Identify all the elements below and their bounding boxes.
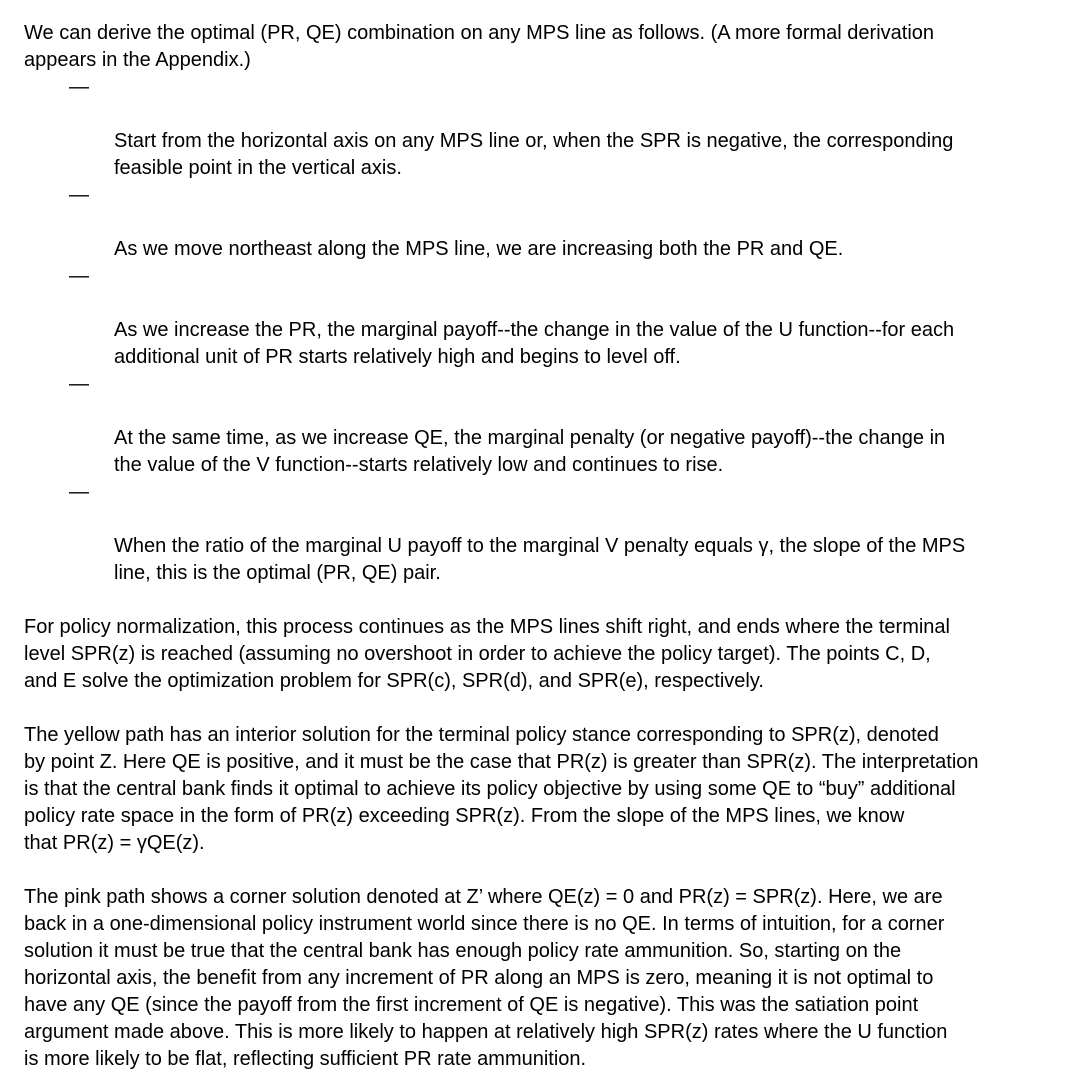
list-item: [24, 263, 1090, 371]
list-item-text: As we move northeast along the MPS line, we are increasing both the PR and QE.: [114, 238, 844, 260]
document-body: [24, 20, 1090, 1073]
derivation-steps-list: [24, 74, 1090, 587]
list-item-text: Start from the horizontal axis on any MPS line or, when the SPR is negative, the corresponding feasible point in the vertical axis.: [114, 130, 954, 179]
dash-bullet-icon: —: [69, 373, 89, 395]
paragraph-spacer: [24, 587, 1090, 614]
list-item: [24, 74, 1090, 182]
list-item: [24, 479, 1090, 587]
dash-bullet-icon: —: [69, 265, 89, 287]
dash-bullet-icon: —: [69, 184, 89, 206]
yellow-path-paragraph: The yellow path has an interior solution for the terminal policy stance corresponding to SPR(z), denoted by point Z. Here QE is positive, and it must be the case that PR(z) is greater than SPR(z). The interpretation is that the central bank finds it optimal to achieve its policy objective by using some QE to “buy” additional policy rate space in the form of PR(z) exceeding SPR(z). From the slope of the MPS lines, we know that PR(z) = γQE(z).: [24, 724, 979, 854]
dash-bullet-icon: —: [69, 76, 89, 98]
list-item: [24, 371, 1090, 479]
list-item: [24, 182, 1090, 263]
pink-path-paragraph: The pink path shows a corner solution denoted at Z’ where QE(z) = 0 and PR(z) = SPR(z). Here, we are back in a one-dimensional policy instrument world since there is no QE. In terms of intuition, for a corner solution it must be true that the central bank has enough policy rate ammunition. So, starting on the horizontal axis, the benefit from any increment of PR along an MPS is zero, meaning it is not optimal to have any QE (since the payoff from the first increment of QE is negative). This was the satiation point argument made above. This is more likely to happen at relatively high SPR(z) rates where the U function is more likely to be flat, reflecting sufficient PR rate ammunition.: [24, 886, 948, 1070]
paragraph-spacer: [24, 695, 1090, 722]
paragraph-spacer: [24, 857, 1090, 884]
intro-paragraph: We can derive the optimal (PR, QE) combination on any MPS line as follows. (A more formal derivation appears in the Appendix.): [24, 22, 935, 71]
list-item-text: At the same time, as we increase QE, the marginal penalty (or negative payoff)--the change in the value of the V function--starts relatively low and continues to rise.: [114, 427, 946, 476]
dash-bullet-icon: —: [69, 481, 89, 503]
list-item-text: When the ratio of the marginal U payoff to the marginal V penalty equals γ, the slope of the MPS line, this is the optimal (PR, QE) pair.: [114, 535, 966, 584]
policy-normalization-paragraph: For policy normalization, this process continues as the MPS lines shift right, and ends where the terminal level SPR(z) is reached (assuming no overshoot in order to achieve the policy target). The points C, D, and E solve the optimization problem for SPR(c), SPR(d), and SPR(e), respectively.: [24, 616, 950, 692]
list-item-text: As we increase the PR, the marginal payoff--the change in the value of the U function--for each additional unit of PR starts relatively high and begins to level off.: [114, 319, 955, 368]
